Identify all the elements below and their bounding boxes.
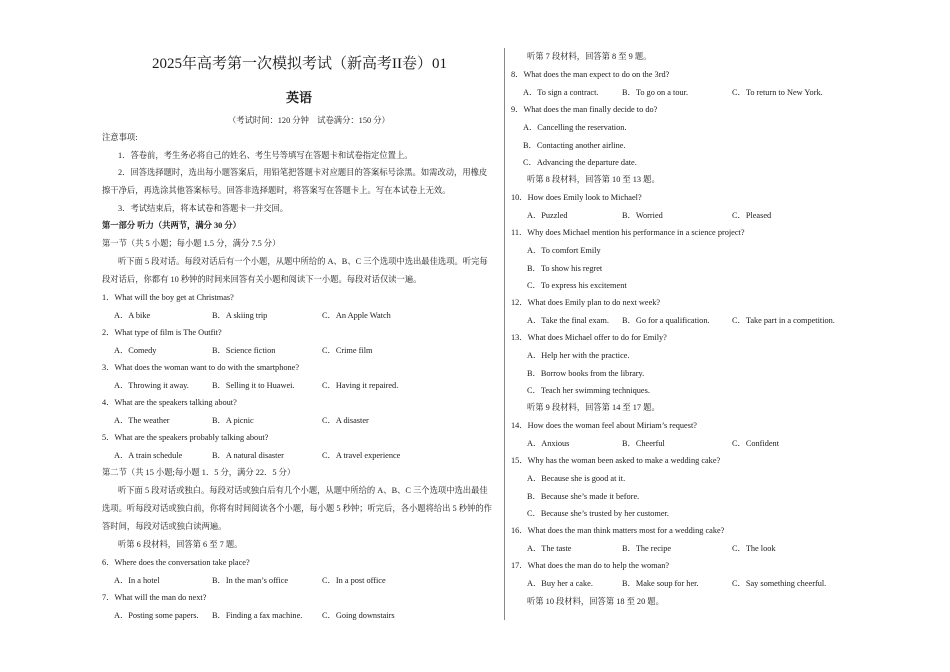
q6-option-a: A．In a hotel [114, 576, 160, 585]
page-title: 2025年高考第一次模拟考试（新高考II卷）01 [152, 56, 447, 72]
q13-option-b: B．Borrow books from the library. [527, 369, 645, 378]
q9-option-b: B．Contacting another airline. [523, 141, 626, 150]
question-14: 14．How does the woman feel about Miriam’s request? [511, 421, 697, 430]
q1-option-c: C．An Apple Watch [322, 311, 391, 320]
question-11: 11．Why does Michael mention his performance in a science project? [511, 228, 745, 237]
subject-title: 英语 [286, 90, 313, 105]
q16-option-b: B．The recipe [622, 544, 672, 553]
q2-option-c: C．Crime film [322, 346, 373, 355]
q14-option-b: B．Cheerful [622, 439, 665, 448]
question-9: 9．What does the man finally decide to do? [511, 105, 658, 114]
note-item-2a: 2．回答选择题时，选出每小题答案后，用铅笔把答题卡对应题目的答案标号涂黑。如需改动，用橡皮 [118, 168, 488, 177]
question-7: 7．What will the man do next? [102, 593, 207, 602]
q4-option-b: B．A picnic [212, 416, 254, 425]
note-item-2b: 擦干净后，再选涂其他答案标号。回答非选择题时，将答案写在答题卡上。写在本试卷上无效。 [102, 186, 451, 195]
question-16: 16．What does the man think matters most for a wedding cake? [511, 526, 725, 535]
q15-option-a: A．Because she is good at it. [527, 474, 626, 483]
q10-option-a: A．Puzzled [527, 211, 568, 220]
question-2: 2．What type of film is The Outfit? [102, 328, 222, 337]
q4-option-c: C．A disaster [322, 416, 369, 425]
question-13: 13．What does Michael offer to do for Emily? [511, 333, 667, 342]
q12-option-b: B．Go for a qualification. [622, 316, 710, 325]
question-3: 3．What does the woman want to do with the smartphone? [102, 363, 300, 372]
q15-option-c: C．Because she’s trusted by her customer. [527, 509, 669, 518]
q13-option-a: A．Help her with the practice. [527, 351, 630, 360]
q17-option-a: A．Buy her a cake. [527, 579, 593, 588]
q16-option-c: C．The look [732, 544, 776, 553]
q11-option-b: B．To show his regret [527, 264, 603, 273]
material-7-note: 听第 7 段材料，回答第 8 至 9 题。 [527, 52, 652, 61]
material-6-note: 听第 6 段材料，回答第 6 至 7 题。 [118, 540, 243, 549]
q5-option-b: B．A natural disaster [212, 451, 284, 460]
q7-option-c: C．Going downstairs [322, 611, 395, 620]
q12-option-c: C．Take part in a competition. [732, 316, 835, 325]
notes-heading: 注意事项: [102, 133, 138, 142]
q7-option-b: B．Finding a fax machine. [212, 611, 303, 620]
q5-option-a: A．A train schedule [114, 451, 183, 460]
section2-instr-a: 听下面 5 段对话或独白。每段对话或独白后有几个小题，从题中所给的 A、B、C 三个选项中选出最佳 [118, 486, 488, 495]
q13-option-c: C．Teach her swimming techniques. [527, 386, 650, 395]
section1-instr-a: 听下面 5 段对话。每段对话后有一个小题，从题中所给的 A、B、C 三个选项中选出最佳选项。听完每 [118, 257, 488, 266]
exam-info: （考试时间：120 分钟 试卷满分：150 分） [228, 116, 390, 125]
section2-instr-b: 选项。听每段对话或独白前，你将有时间阅读各个小题，每小题 5 秒钟；听完后，各小题将给出 5 秒钟的作 [102, 504, 492, 513]
question-17: 17．What does the man do to help the woman? [511, 561, 670, 570]
q17-option-c: C．Say something cheerful. [732, 579, 827, 588]
question-15: 15．Why has the woman been asked to make a wedding cake? [511, 456, 721, 465]
note-item-3: 3．考试结束后，将本试卷和答题卡一并交回。 [118, 204, 289, 213]
q6-option-c: C．In a post office [322, 576, 386, 585]
q8-option-b: B．To go on a tour. [622, 88, 689, 97]
question-6: 6．Where does the conversation take place? [102, 558, 250, 567]
q8-option-c: C．To return to New York. [732, 88, 823, 97]
q9-option-a: A．Cancelling the reservation. [523, 123, 627, 132]
q11-option-c: C．To express his excitement [527, 281, 627, 290]
note-item-1: 1．答卷前，考生务必将自己的姓名、考生号等填写在答题卡和试卷指定位置上。 [118, 151, 413, 160]
q1-option-b: B．A skiing trip [212, 311, 268, 320]
material-8-note: 听第 8 段材料，回答第 10 至 13 题。 [527, 175, 660, 184]
q2-option-b: B．Science fiction [212, 346, 276, 355]
q3-option-b: B．Selling it to Huawei. [212, 381, 295, 390]
question-4: 4．What are the speakers talking about? [102, 398, 237, 407]
q11-option-a: A．To comfort Emily [527, 246, 601, 255]
q14-option-c: C．Confident [732, 439, 780, 448]
question-8: 8．What does the man expect to do on the 3rd? [511, 70, 670, 79]
q10-option-b: B．Worried [622, 211, 663, 220]
q4-option-a: A．The weather [114, 416, 170, 425]
q16-option-a: A．The taste [527, 544, 572, 553]
q1-option-a: A．A bike [114, 311, 151, 320]
section2-heading: 第二节（共 15 小题;每小题 1．5 分，满分 22．5 分） [102, 468, 296, 477]
section1-heading: 第一节（共 5 小题；每小题 1.5 分，满分 7.5 分） [102, 239, 281, 248]
q10-option-c: C．Pleased [732, 211, 772, 220]
column-divider [504, 48, 505, 620]
question-5: 5．What are the speakers probably talking about? [102, 433, 269, 442]
q12-option-a: A．Take the final exam. [527, 316, 609, 325]
question-1: 1．What will the boy get at Christmas? [102, 293, 234, 302]
q3-option-a: A．Throwing it away. [114, 381, 189, 390]
part1-heading: 第一部分 听力（共两节，满分 30 分） [102, 221, 241, 230]
q6-option-b: B．In the man’s office [212, 576, 289, 585]
question-10: 10．How does Emily look to Michael? [511, 193, 642, 202]
q2-option-a: A．Comedy [114, 346, 157, 355]
section1-instr-b: 段对话后，你都有 10 秒钟的时间来回答有关小题和阅读下一小题。每段对话仅读一遍。 [102, 275, 422, 284]
q5-option-c: C．A travel experience [322, 451, 401, 460]
q14-option-a: A．Anxious [527, 439, 570, 448]
q8-option-a: A．To sign a contract. [523, 88, 599, 97]
q9-option-c: C．Advancing the departure date. [523, 158, 637, 167]
section2-instr-c: 答时间，每段对话或独白读两遍。 [102, 522, 227, 531]
q15-option-b: B．Because she’s made it before. [527, 492, 640, 501]
material-9-note: 听第 9 段材料，回答第 14 至 17 题。 [527, 403, 660, 412]
q17-option-b: B．Make soup for her. [622, 579, 699, 588]
q3-option-c: C．Having it repaired. [322, 381, 399, 390]
question-12: 12．What does Emily plan to do next week? [511, 298, 661, 307]
q7-option-a: A．Posting some papers. [114, 611, 199, 620]
material-10-note: 听第 10 段材料，回答第 18 至 20 题。 [527, 597, 664, 606]
